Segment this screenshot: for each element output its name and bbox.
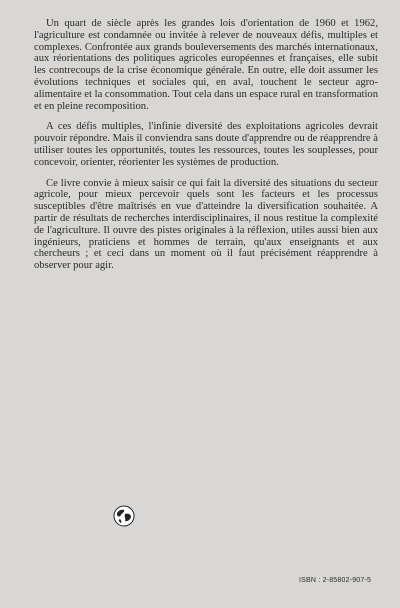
blurb-paragraph-3: Ce livre convie à mieux saisir ce qui fait la diversité des situations du secteur agricole, pour mieux percevoir quels sont les facteurs et les processus susceptibles d'être maîtrisés en vue d'atteindre la diversification souhaitée. A partir de résultats de recherches interdisciplinaires, il nous restitue la complexité de l'agriculture. Il ouvre des pistes originales à la réflexion, utiles aussi bien aux ingénieurs, praticiens et hommes de terrain, qu'aux enseignants et aux chercheurs ; et ceci dans un moment où il faut précisément réapprendre à observer pour agir. [34,177,378,272]
isbn-label: ISBN : 2-85802-907-5 [299,577,372,584]
blurb-paragraph-2: A ces défis multiples, l'infinie diversité des exploitations agricoles devrait pouvoir répondre. Mais il conviendra sans doute d'apprendre ou de réapprendre à utiliser toutes les opportunités, toutes les ressources, toutes les souplesses, pour concevoir, orienter, réorienter les systèmes de production. [34,121,378,168]
blurb-paragraph-1: Un quart de siècle après les grandes lois d'orientation de 1960 et 1962, l'agriculture est condamnée ou invitée à relever de nouveaux défis, multiples et complexes. Confrontée aux grands bouleversements des marchés internationaux, aux réorientations des politiques agricoles européennes et françaises, elle subit les contrecoups de la crise économique générale. En outre, elle doit assumer les évolutions techniques et sociales qui, en aval, touchent le secteur agro-alimentaire et la consommation. Tout cela dans un espace rural en transformation et en pleine recomposition. [34,18,378,112]
globe-icon [113,505,135,527]
blurb-text [34,18,378,281]
